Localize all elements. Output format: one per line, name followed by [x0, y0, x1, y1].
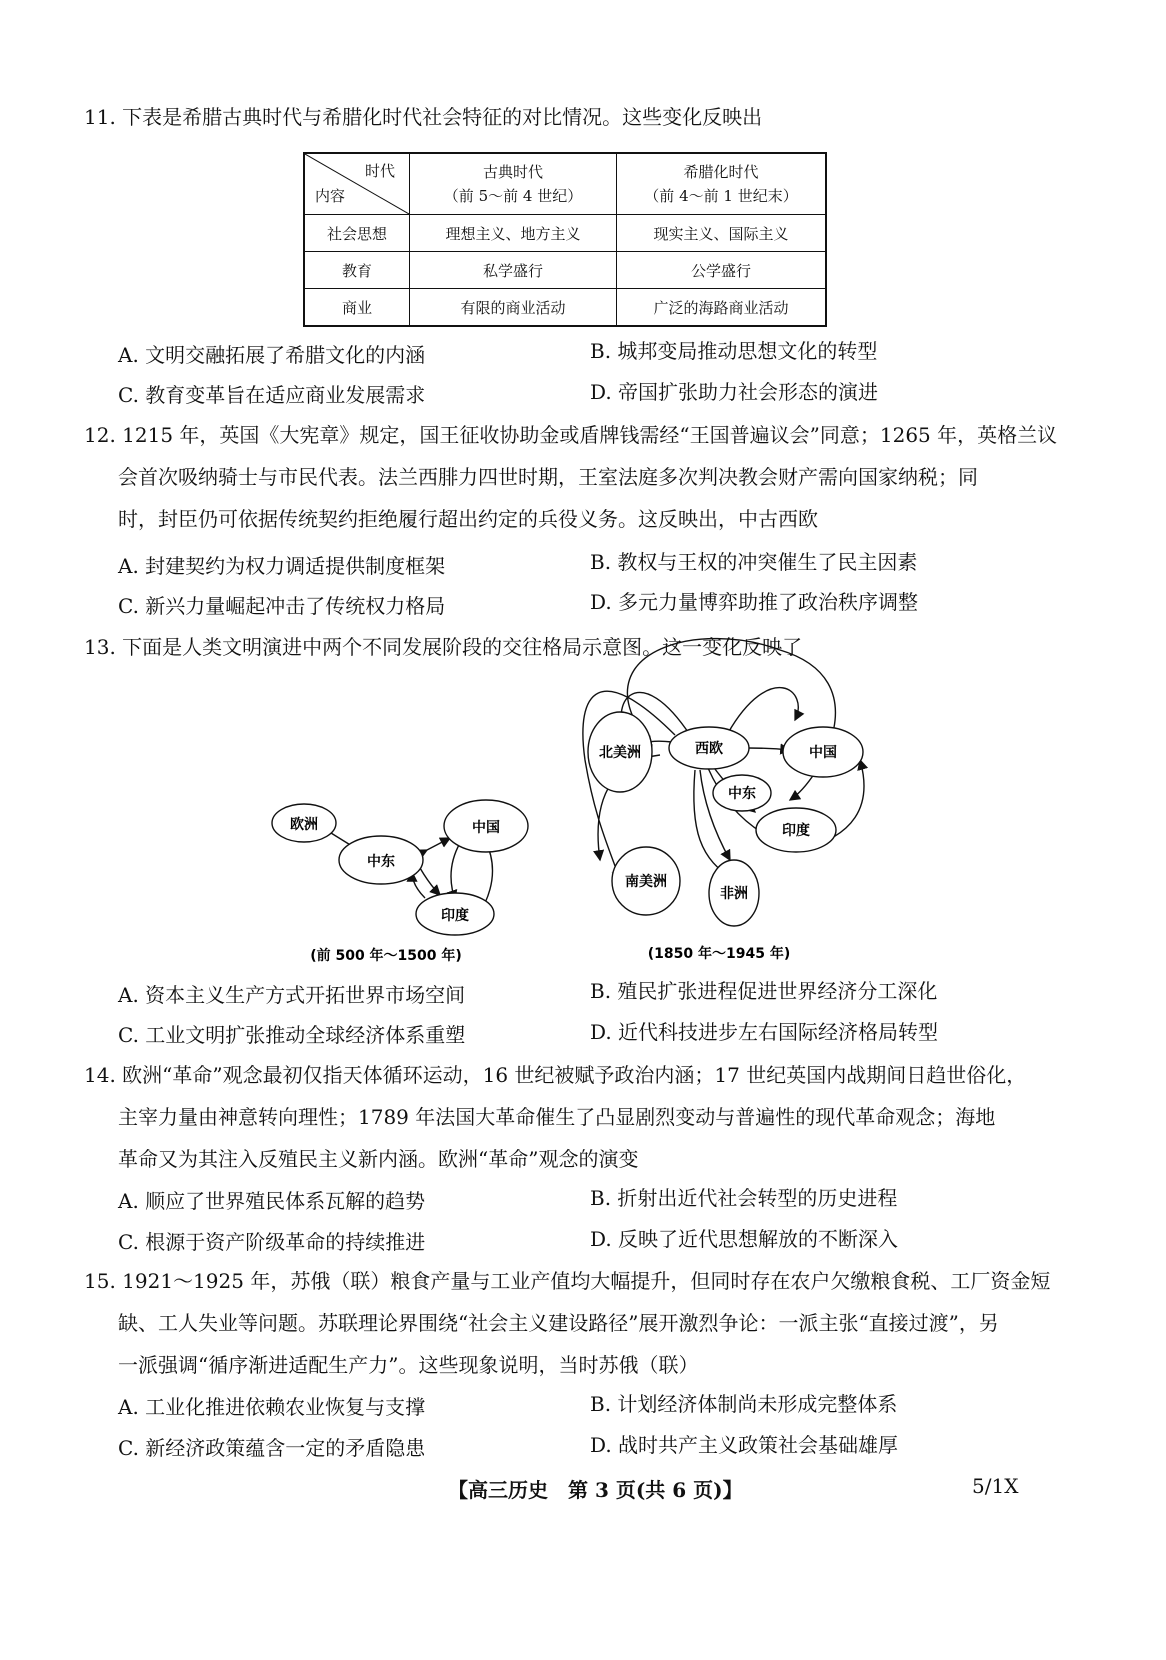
q15-option-d: D. 战时共产主义政策社会基础雄厚: [590, 1433, 899, 1457]
q13-stem: 13. 下面是人类文明演进中两个不同发展阶段的交往格局示意图。这一变化反映了: [84, 635, 803, 659]
q15-option-b: B. 计划经济体制尚未形成完整体系: [590, 1392, 898, 1416]
q13-option-a: A. 资本主义生产方式开拓世界市场空间: [118, 983, 466, 1007]
q12-option-c: C. 新兴力量崛起冲击了传统权力格局: [118, 594, 446, 618]
q11-option-a: A. 文明交融拓展了希腊文化的内涵: [118, 343, 426, 367]
row-cell: 现实主义、国际主义: [617, 215, 827, 252]
row-label: 商业: [304, 289, 410, 327]
d2-node-india: 印度: [782, 823, 810, 839]
row-label: 社会思想: [304, 215, 410, 252]
page-footer: 【高三历史 第 3 页(共 6 页)】: [448, 1478, 743, 1502]
row-cell: 公学盛行: [617, 252, 827, 289]
q12-option-a: A. 封建契约为权力调适提供制度框架: [118, 554, 446, 578]
q12-option-d: D. 多元力量博弈助推了政治秩序调整: [590, 590, 919, 614]
q14-option-b: B. 折射出近代社会转型的历史进程: [590, 1186, 898, 1210]
corner-bottom-label: 内容: [315, 187, 346, 205]
q14-option-a: A. 顺应了世界殖民体系瓦解的趋势: [118, 1189, 426, 1213]
q11-option-c: C. 教育变革旨在适应商业发展需求: [118, 383, 426, 407]
q13-option-b: B. 殖民扩张进程促进世界经济分工深化: [590, 979, 938, 1003]
q14-line-1: 14. 欧洲“革命”观念最初仅指天体循环运动，16 世纪被赋予政治内涵；17 世纪英国内战期间日趋世俗化，: [84, 1063, 1027, 1087]
d1-node-mideast: 中东: [367, 854, 395, 870]
row-cell: 有限的商业活动: [410, 289, 617, 327]
d2-node-north-america: 北美洲: [599, 745, 641, 761]
col1-range: （前 5～前 4 世纪）: [443, 187, 583, 205]
page-code: 5/1X: [972, 1474, 1019, 1498]
d1-node-india: 印度: [441, 908, 469, 924]
d2-node-western-europe: 西欧: [695, 741, 723, 757]
d1-node-china: 中国: [472, 820, 500, 836]
q15-line-1: 15. 1921～1925 年，苏俄（联）粮食产量与工业产值均大幅提升，但同时存在农户欠缴粮食税、工厂资金短: [84, 1269, 1051, 1293]
q15-line-3: 一派强调“循序渐进适配生产力”。这些现象说明，当时苏俄（联）: [118, 1353, 699, 1377]
q12-option-b: B. 教权与王权的冲突催生了民主因素: [590, 550, 918, 574]
q15-option-c: C. 新经济政策蕴含一定的矛盾隐患: [118, 1436, 426, 1460]
d1-caption: (前 500 年～1500 年): [310, 948, 462, 964]
d2-node-mideast: 中东: [728, 786, 756, 802]
q14-line-3: 革命又为其注入反殖民主义新内涵。欧洲“革命”观念的演变: [118, 1147, 639, 1171]
q14-option-c: C. 根源于资产阶级革命的持续推进: [118, 1230, 426, 1254]
d2-node-africa: 非洲: [720, 886, 748, 902]
row-cell: 私学盛行: [410, 252, 617, 289]
q11-stem: 11. 下表是希腊古典时代与希腊化时代社会特征的对比情况。这些变化反映出: [84, 105, 763, 129]
q15-option-a: A. 工业化推进依赖农业恢复与支撑: [118, 1395, 426, 1419]
q14-option-d: D. 反映了近代思想解放的不断深入: [590, 1227, 899, 1251]
q11-option-d: D. 帝国扩张助力社会形态的演进: [590, 380, 879, 404]
d2-node-south-america: 南美洲: [625, 874, 667, 890]
col2-range: （前 4～前 1 世纪末）: [644, 187, 798, 205]
q13-option-d: D. 近代科技进步左右国际经济格局转型: [590, 1020, 939, 1044]
q11-option-b: B. 城邦变局推动思想文化的转型: [590, 339, 878, 363]
col1-name: 古典时代: [482, 163, 543, 181]
q14-line-2: 主宰力量由神意转向理性；1789 年法国大革命催生了凸显剧烈变动与普遍性的现代革命观念；海地: [118, 1105, 996, 1129]
q12-line-1: 12. 1215 年，英国《大宪章》规定，国王征收协助金或盾牌钱需经“王国普遍议会”同意；1265 年，英格兰议: [84, 423, 1058, 447]
q13-option-c: C. 工业文明扩张推动全球经济体系重塑: [118, 1023, 466, 1047]
q12-line-2: 会首次吸纳骑士与市民代表。法兰西腓力四世时期，王室法庭多次判决教会财产需向国家纳税；同: [118, 465, 978, 489]
corner-top-label: 时代: [364, 162, 395, 180]
row-label: 教育: [304, 252, 410, 289]
col2-name: 希腊化时代: [683, 163, 759, 181]
d2-caption: (1850 年～1945 年): [647, 946, 791, 962]
d1-node-europe: 欧洲: [290, 817, 318, 833]
row-cell: 理想主义、地方主义: [410, 215, 617, 252]
q15-line-2: 缺、工人失业等问题。苏联理论界围绕“社会主义建设路径”展开激烈争论：一派主张“直接过渡”，另: [118, 1311, 999, 1335]
row-cell: 广泛的海路商业活动: [617, 289, 827, 327]
d2-node-china: 中国: [809, 745, 837, 761]
q12-line-3: 时，封臣仍可依据传统契约拒绝履行超出约定的兵役义务。这反映出，中古西欧: [118, 507, 818, 531]
